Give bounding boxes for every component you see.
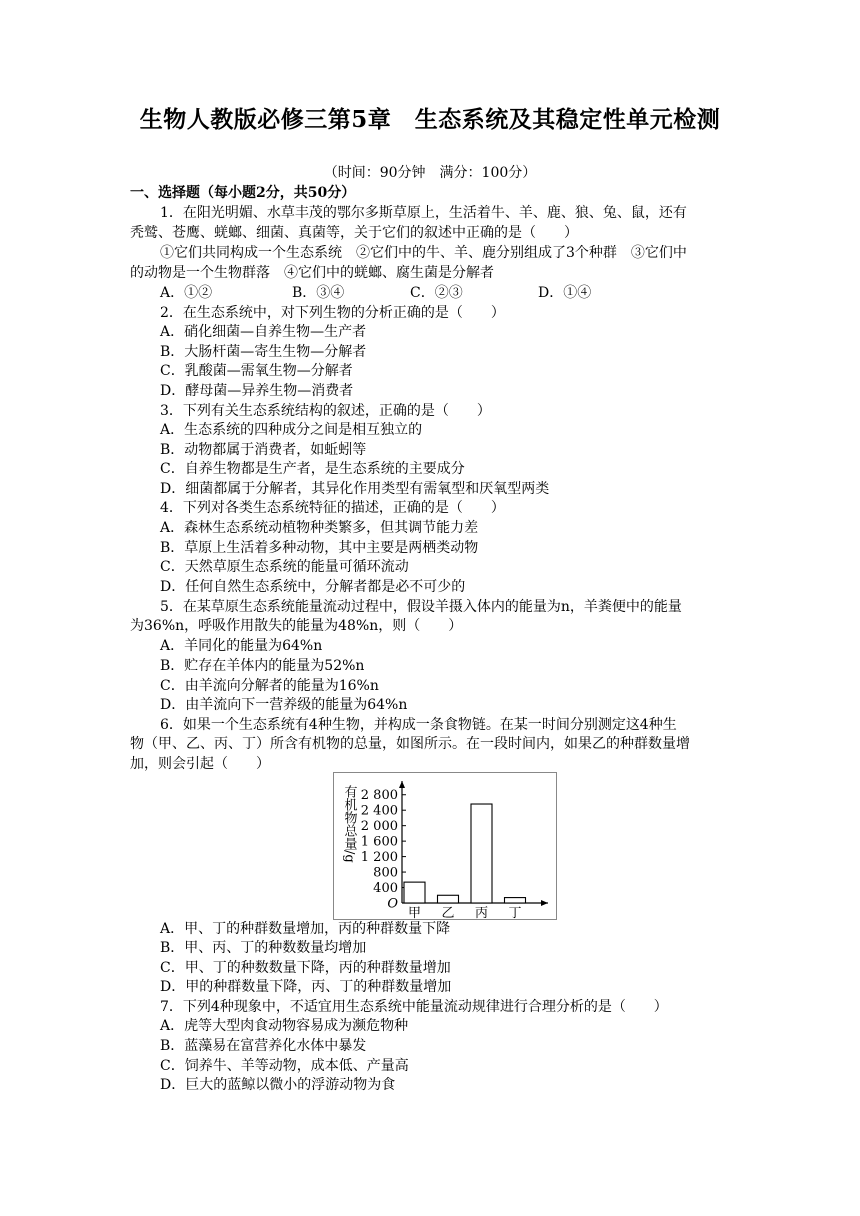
y-axis-label: 有机物总量/g [341,785,357,863]
y-tick-label: 2 800 [360,788,398,804]
question-2-stem: 2．在生态系统中，对下列生物的分析正确的是（ ） [160,305,505,321]
x-tick-label: 乙 [441,906,455,919]
question-7-option-a: A．虎等大型肉食动物容易成为濒危物种 [160,1018,409,1034]
question-2-option-a: A．硝化细菌—自养生物—生产者 [160,324,367,340]
exam-info: （时间：90分钟 满分：100分） [323,165,537,181]
bar [438,895,459,903]
x-axis-arrow [541,900,548,906]
question-3-option-c: C．自养生物都是生产者，是生态系统的主要成分 [160,461,465,477]
y-axis-arrow [399,781,405,788]
bar [471,804,492,903]
question-3-stem: 3．下列有关生态系统结构的叙述，正确的是（ ） [160,403,491,419]
question-6-option-b: B．甲、丙、丁的种数数量均增加 [160,940,367,956]
y-tick-label: 2 400 [360,803,398,819]
question-4-option-d: D．任何自然生态系统中，分解者都是必不可少的 [160,579,466,595]
question-7-stem: 7．下列4种现象中，不适宜用生态系统中能量流动规律进行合理分析的是（ ） [160,999,668,1015]
x-tick-label: 甲 [407,906,422,919]
y-tick-label: 1 200 [360,850,398,866]
question-7-option-b: B．蓝藻易在富营养化水体中暴发 [160,1038,367,1054]
y-tick-label: 1 600 [360,834,398,850]
question-6-option-a: A．甲、丁的种群数量增加，丙的种群数量下降 [160,921,451,937]
question-1-option-a: A．①② [160,285,213,301]
question-1-option-d: D．①④ [538,285,592,301]
question-2-option-c: C．乳酸菌—需氧生物—分解者 [160,363,353,379]
question-5-option-b: B．贮存在羊体内的能量为52%n [160,658,365,674]
question-5-option-a: A．羊同化的能量为64%n [160,638,323,654]
question-2-option-b: B．大肠杆菌—寄生生物—分解者 [160,344,367,360]
question-7-option-d: D．巨大的蓝鲸以微小的浮游动物为食 [160,1077,396,1093]
question-5-stem-cont: 为36%n，呼吸作用散失的能量为48%n，则（ ） [130,618,463,634]
question-6-stem: 6．如果一个生态系统有4种生物，并构成一条食物链。在某一时间分别测定这4种生 [160,717,677,733]
question-2-option-d: D．酵母菌—异养生物—消费者 [160,383,354,399]
organic-matter-chart [333,772,557,920]
question-1-statements: ①它们共同构成一个生态系统 ②它们中的牛、羊、鹿分别组成了3个种群 ③它们中 [160,245,687,261]
question-1-stem-cont: 秃鹫、苍鹰、蜣螂、细菌、真菌等，关于它们的叙述中正确的是（ ） [130,225,578,241]
question-6-stem-cont: 物（甲、乙、丙、丁）所含有机物的总量，如图所示。在一段时间内，如果乙的种群数量增 [130,736,690,752]
question-7-option-c: C．饲养牛、羊等动物，成本低、产量高 [160,1058,409,1074]
bar [505,898,526,903]
y-tick-label: 2 000 [360,819,398,835]
question-1-statements-cont: 的动物是一个生物群落 ④它们中的蜣螂、腐生菌是分解者 [130,265,494,281]
question-5-option-d: D．由羊流向下一营养级的能量为64%n [160,697,408,713]
y-tick-label: 400 [373,881,398,897]
question-6-option-c: C．甲、丁的种数数量下降，丙的种群数量增加 [160,960,451,976]
question-1-stem: 1．在阳光明媚、水草丰茂的鄂尔多斯草原上，生活着牛、羊、鹿、狼、兔、鼠，还有 [160,205,687,221]
question-4-option-a: A．森林生态系统动植物种类繁多，但其调节能力差 [160,520,479,536]
x-tick-label: 丙 [474,906,489,919]
question-3-option-d: D．细菌都属于分解者，其异化作用类型有需氧型和厌氧型两类 [160,481,550,497]
y-tick-label: 800 [373,865,398,881]
section-heading: 一、选择题（每小题2分，共50分） [130,185,356,201]
question-4-stem: 4．下列对各类生态系统特征的描述，正确的是（ ） [160,500,505,516]
question-4-option-b: B．草原上生活着多种动物，其中主要是两栖类动物 [160,540,479,556]
question-3-option-a: A．生态系统的四种成分之间是相互独立的 [160,422,423,438]
bar-chart-svg [334,773,556,919]
question-4-option-c: C．天然草原生态系统的能量可循环流动 [160,559,409,575]
question-1-option-b: B．③④ [292,285,345,301]
question-3-option-b: B．动物都属于消费者，如蚯蚓等 [160,442,367,458]
question-5-option-c: C．由羊流向分解者的能量为16%n [160,678,379,694]
y-tick-label: O [387,896,398,912]
question-1-option-c: C．②③ [410,285,463,301]
question-5-stem: 5．在某草原生态系统能量流动过程中，假设羊摄入体内的能量为n，羊粪便中的能量 [160,599,682,615]
question-6-stem-cont2: 加，则会引起（ ） [130,756,270,772]
x-tick-label: 丁 [508,906,522,919]
document-title: 生物人教版必修三第5章 生态系统及其稳定性单元检测 [139,106,721,133]
bar [404,882,425,903]
question-6-option-d: D．甲的种群数量下降，丙、丁的种群数量增加 [160,979,452,995]
